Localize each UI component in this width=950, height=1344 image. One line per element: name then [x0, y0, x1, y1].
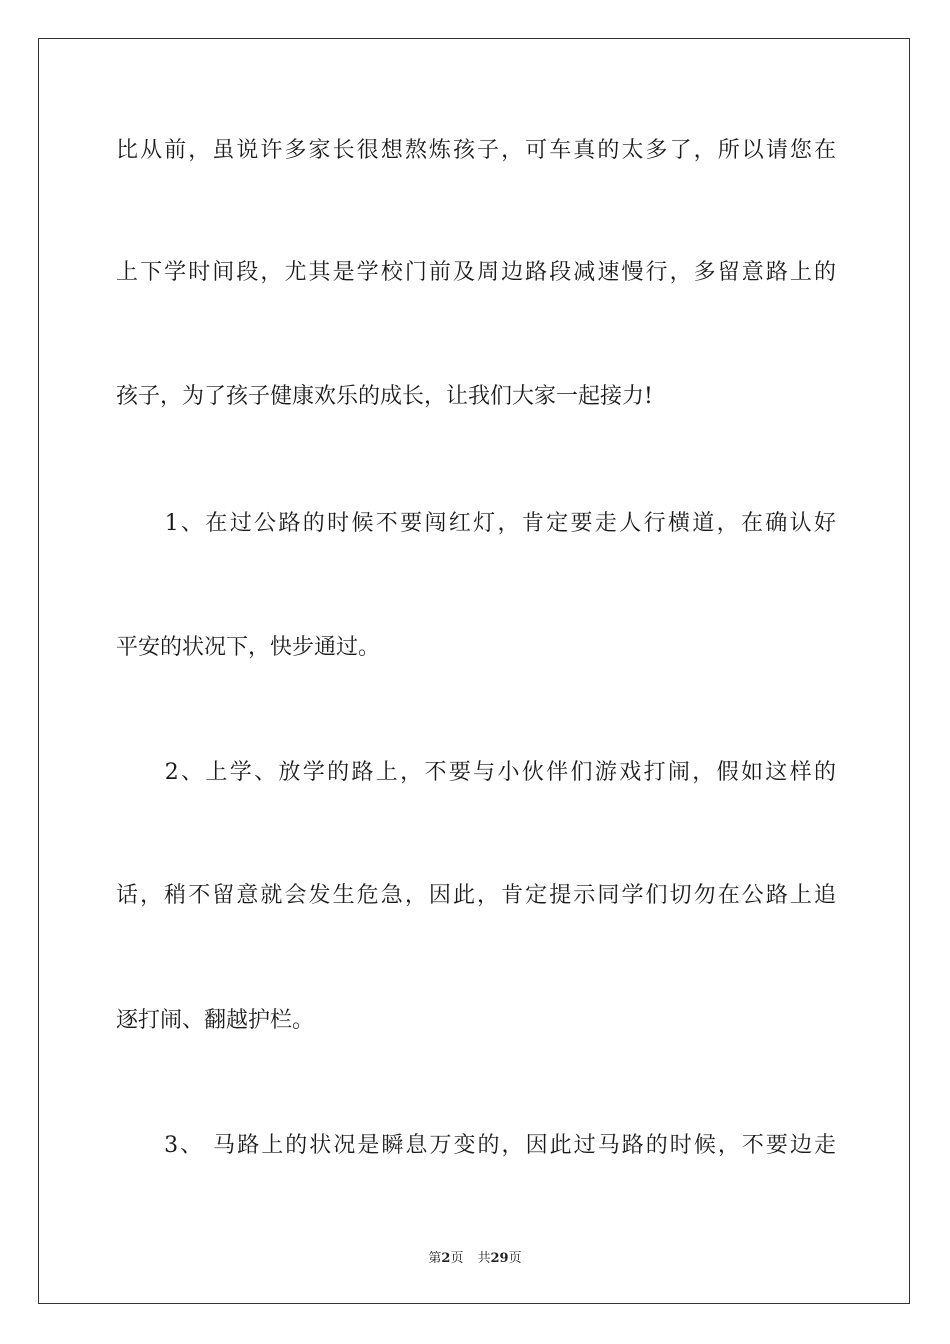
total-page-count: 29: [490, 1251, 509, 1266]
body-text-line: 上下学时间段，尤其是学校门前及周边路段减速慢行，多留意路上的: [116, 260, 836, 285]
body-text-line: 逐打闹、翻越护栏。: [116, 1008, 315, 1033]
body-text-line: 2、上学、放学的路上，不要与小伙伴们游戏打闹，假如这样的: [116, 760, 836, 785]
current-page-number: 2: [441, 1251, 451, 1266]
body-text-line: 平安的状况下，快步通过。: [116, 635, 381, 660]
page-suffix: 页: [450, 1251, 464, 1266]
body-text-line: 话，稍不留意就会发生危急，因此，肯定提示同学们切勿在公路上追: [116, 883, 836, 908]
body-text-line: 比从前，虽说许多家长很想熬炼孩子，可车真的太多了，所以请您在: [116, 138, 836, 163]
page-border: [38, 38, 910, 1304]
total-prefix: 共: [477, 1251, 491, 1266]
body-text-line: 孩子，为了孩子健康欢乐的成长，让我们大家一起接力!: [116, 384, 653, 409]
total-suffix: 页: [508, 1251, 522, 1266]
page-footer: [0, 1247, 950, 1266]
body-text-line: 3、 马路上的状况是瞬息万变的，因此过马路的时候，不要边走: [116, 1133, 836, 1158]
body-text-line: 1、在过公路的时候不要闯红灯，肯定要走人行横道，在确认好: [116, 511, 836, 536]
page-prefix: 第: [428, 1251, 442, 1266]
